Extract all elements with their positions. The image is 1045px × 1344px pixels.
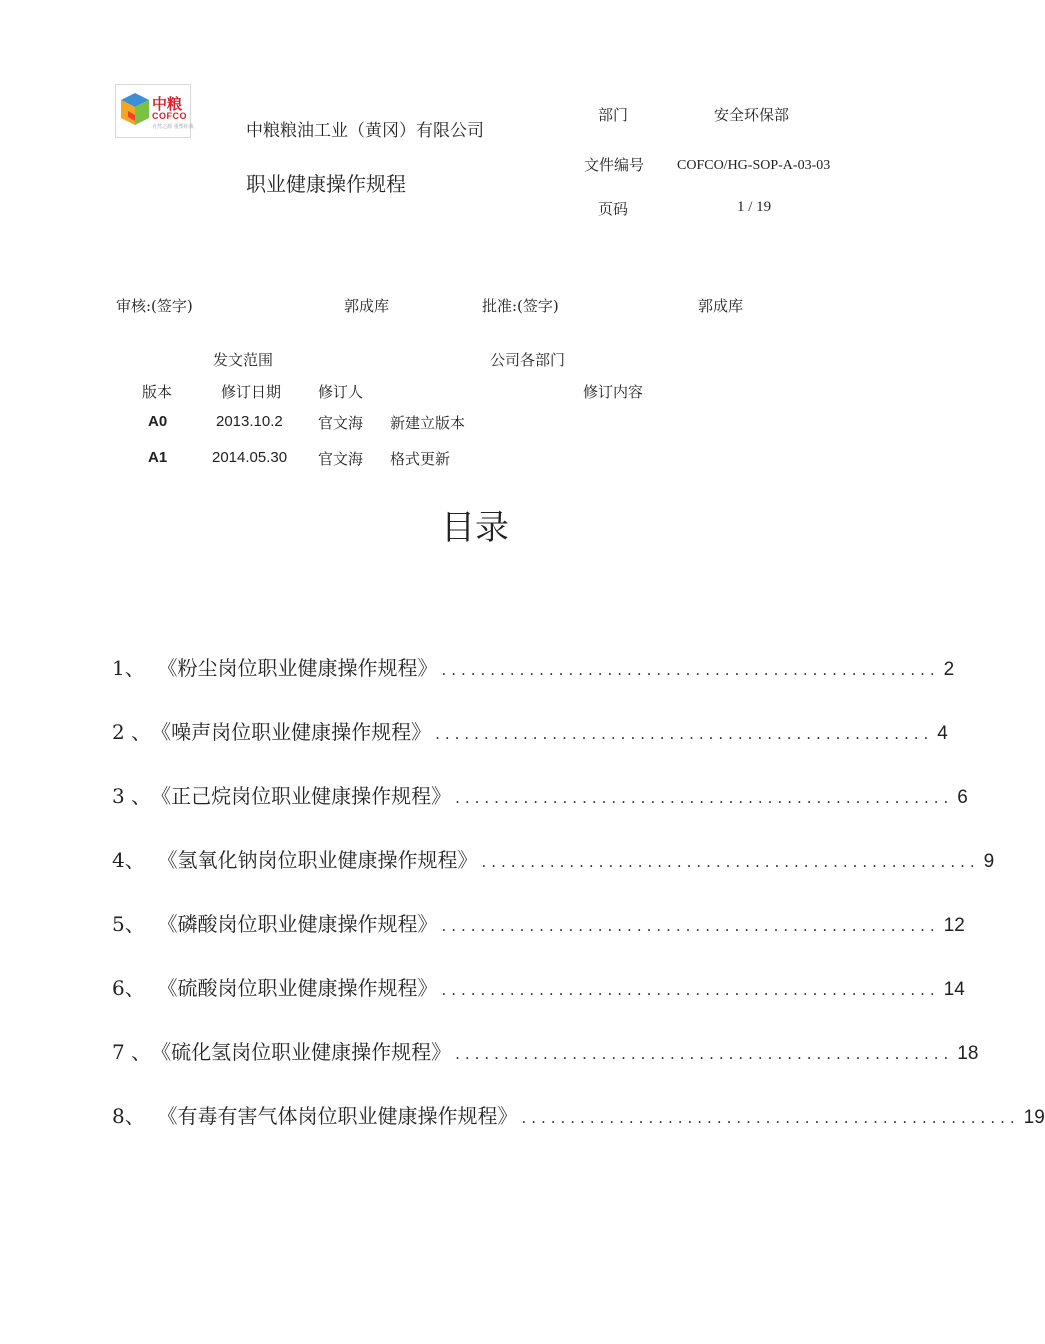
toc-entry[interactable] bbox=[112, 1100, 1045, 1128]
toc-leader: ................................................... bbox=[521, 1109, 1020, 1127]
toc-text: 《硫酸岗位职业健康操作规程》 bbox=[157, 976, 438, 1000]
toc-number: 1、 bbox=[112, 656, 158, 680]
toc-leader: ................................................... bbox=[435, 725, 934, 743]
toc-leader: ................................................... bbox=[455, 789, 954, 807]
distribution-label: 发文范围 bbox=[213, 351, 274, 369]
company-name: 中粮粮油工业（黄冈）有限公司 bbox=[246, 121, 484, 141]
toc-page: 19 bbox=[1023, 1107, 1045, 1128]
toc-number: 6、 bbox=[112, 976, 158, 1000]
toc-text: 《有毒有害气体岗位职业健康操作规程》 bbox=[157, 1104, 518, 1128]
toc-page: 6 bbox=[957, 787, 968, 808]
distribution-value: 公司各部门 bbox=[490, 351, 566, 369]
company-logo bbox=[115, 84, 194, 138]
rev-header-author: 修订人 bbox=[318, 383, 364, 401]
rev-date: 2014.05.30 bbox=[212, 449, 288, 466]
rev-header-date: 修订日期 bbox=[221, 383, 282, 401]
docno-label: 文件编号 bbox=[584, 156, 645, 174]
rev-header-content: 修订内容 bbox=[583, 383, 644, 401]
logo-cn-text: 中粮 bbox=[152, 95, 183, 113]
toc-entry[interactable] bbox=[112, 844, 995, 872]
toc-number: 7 、 bbox=[112, 1040, 152, 1064]
toc-page: 14 bbox=[943, 979, 965, 1000]
toc-entry[interactable] bbox=[112, 780, 968, 808]
toc-leader: ................................................... bbox=[455, 1045, 954, 1063]
dept-label: 部门 bbox=[598, 106, 629, 124]
rev-author: 官文海 bbox=[318, 450, 364, 468]
toc-page: 9 bbox=[983, 851, 995, 872]
cofco-cube-logo-icon bbox=[118, 91, 152, 131]
toc-text: 《氢氧化钠岗位职业健康操作规程》 bbox=[157, 848, 478, 872]
toc-entry[interactable] bbox=[112, 972, 965, 1000]
dept-value: 安全环保部 bbox=[714, 106, 790, 124]
rev-date: 2013.10.2 bbox=[216, 413, 283, 430]
toc-page: 12 bbox=[943, 915, 965, 936]
docno-value: COFCO/HG-SOP-A-03-03 bbox=[677, 158, 831, 173]
page-label: 页码 bbox=[598, 200, 629, 218]
toc-number: 3 、 bbox=[112, 784, 152, 808]
toc-page: 2 bbox=[943, 659, 955, 680]
toc-text: 《粉尘岗位职业健康操作规程》 bbox=[157, 656, 438, 680]
toc-text: 《噪声岗位职业健康操作规程》 bbox=[151, 720, 432, 744]
toc-number: 5、 bbox=[112, 912, 158, 936]
toc-leader: ................................................... bbox=[441, 661, 940, 679]
logo-tagline: 自然之源 重塑你我 bbox=[152, 124, 194, 130]
toc-text: 《磷酸岗位职业健康操作规程》 bbox=[157, 912, 438, 936]
rev-author: 官文海 bbox=[318, 414, 364, 432]
toc-leader: ................................................... bbox=[441, 917, 940, 935]
rev-content: 格式更新 bbox=[390, 450, 451, 468]
toc-page: 18 bbox=[957, 1043, 979, 1064]
logo-en-text: COFCO bbox=[152, 111, 187, 121]
toc-entry[interactable] bbox=[112, 716, 948, 744]
review-label: 审核:(签字) bbox=[116, 297, 193, 315]
review-name: 郭成库 bbox=[344, 297, 390, 315]
rev-version: A0 bbox=[148, 413, 168, 430]
rev-content: 新建立版本 bbox=[390, 414, 466, 432]
toc-page: 4 bbox=[937, 723, 948, 744]
page-value: 1 / 19 bbox=[737, 199, 772, 215]
toc-number: 2 、 bbox=[112, 720, 152, 744]
toc-leader: ................................................... bbox=[481, 853, 980, 871]
approve-label: 批准:(签字) bbox=[482, 297, 559, 315]
toc-number: 8、 bbox=[112, 1104, 158, 1128]
rev-header-version: 版本 bbox=[142, 383, 173, 401]
toc-entry[interactable] bbox=[112, 908, 965, 936]
approve-name: 郭成库 bbox=[698, 297, 744, 315]
toc-entry[interactable] bbox=[112, 1036, 979, 1064]
toc-text: 《正己烷岗位职业健康操作规程》 bbox=[151, 784, 452, 808]
toc-entry[interactable] bbox=[112, 652, 955, 680]
toc-title: 目录 bbox=[441, 508, 509, 548]
toc-leader: ................................................... bbox=[441, 981, 940, 999]
doc-title: 职业健康操作规程 bbox=[246, 172, 406, 196]
toc-text: 《硫化氢岗位职业健康操作规程》 bbox=[151, 1040, 452, 1064]
rev-version: A1 bbox=[148, 449, 168, 466]
toc-number: 4、 bbox=[112, 848, 158, 872]
